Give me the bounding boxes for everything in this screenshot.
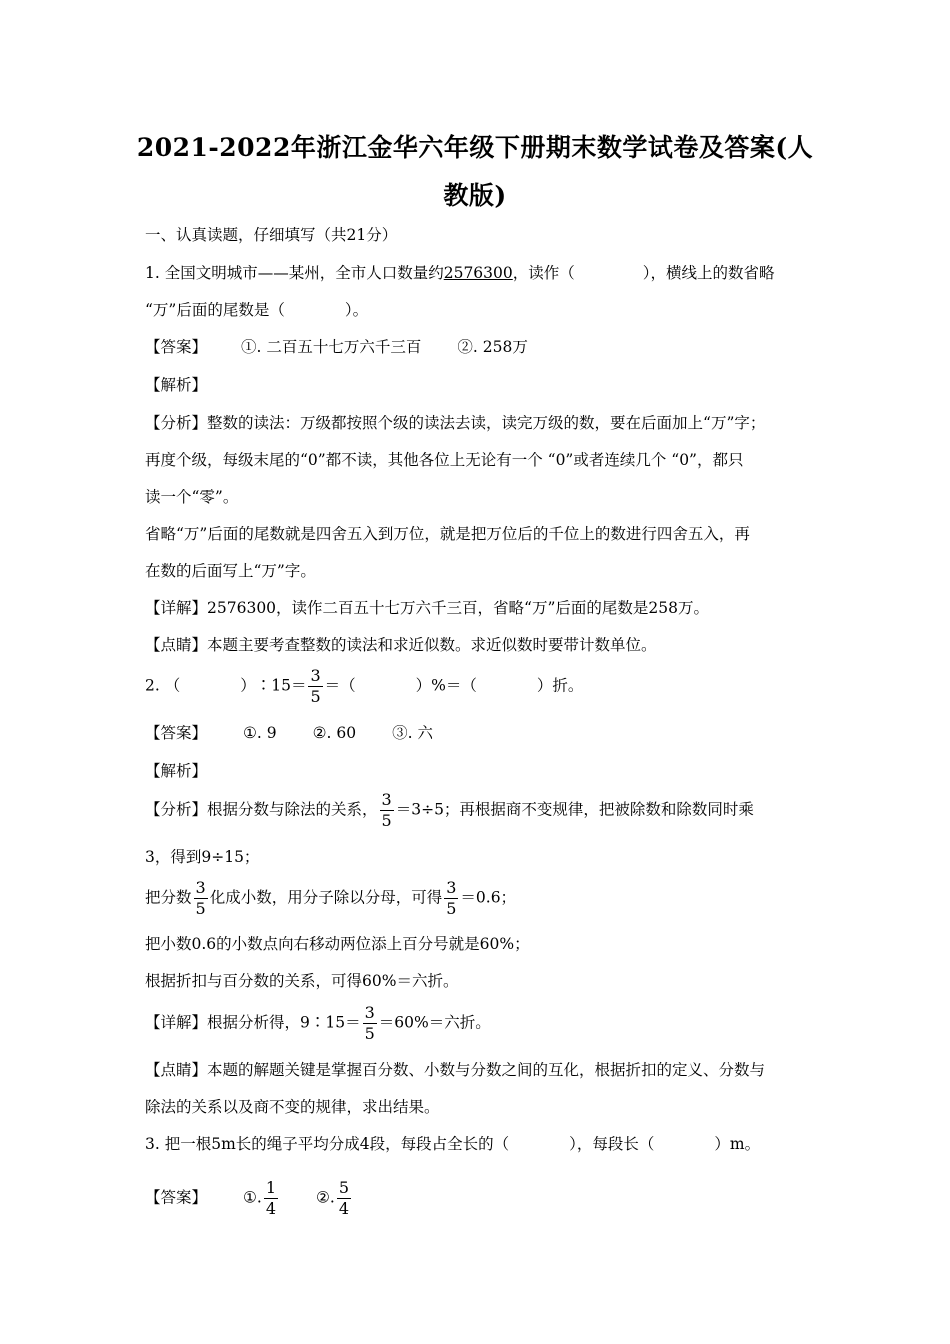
q2-fenxi3b: 化成小数，用分子除以分母，可得 [209, 888, 443, 907]
q2-text-b: ）∶15＝ [240, 676, 307, 695]
q2-text-e: ）折。 [536, 676, 584, 695]
doc-title-line1: 2021-2022年浙江金华六年级下册期末数学试卷及答案(人 [136, 133, 814, 162]
xiangjie-tag: 【详解】 [145, 1013, 208, 1032]
fraction-denominator: 4 [338, 1199, 350, 1218]
q1-text-c: ），横线上的数省略 [642, 264, 775, 282]
dianjing-tag: 【点睛】 [145, 1061, 208, 1079]
q2-text-a: 2. （ [145, 676, 181, 695]
q2-fenxi4: 把小数0.6的小数点向右移动两位添上百分号就是60%； [145, 935, 530, 953]
section-heading: 一、认真读题，仔细填写（共21分） [145, 226, 398, 244]
xiangjie-tag: 【详解】 [145, 599, 208, 617]
answer-tag: 【答案】 [145, 1188, 208, 1207]
fraction-3-5 [380, 790, 394, 831]
q1-answer2: ②. 258万 [457, 338, 528, 356]
fraction-denominator: 5 [310, 687, 321, 706]
q1-fenxi1 [145, 412, 765, 434]
fraction-numerator: 3 [195, 878, 206, 897]
q2-dianjing1-text: 本题的解题关键是掌握百分数、小数与分数之间的互化，根据折扣的定义、分数与 [207, 1061, 766, 1079]
fraction-denominator: 5 [364, 1024, 375, 1043]
q2-fenxi5: 根据折扣与百分数的关系，可得60%＝六折。 [145, 972, 459, 990]
q1-line2 [145, 299, 368, 321]
q2-fenxi1a: 根据分数与除法的关系， [207, 800, 378, 819]
q1-fenxi5: 在数的后面写上“万”字。 [145, 562, 316, 580]
q3-line [145, 1133, 760, 1155]
q2-answer2: ②. 60 [312, 724, 357, 742]
q2-dianjing2: 除法的关系以及商不变的规律，求出结果。 [145, 1098, 440, 1116]
q2-xiangjie-b: ＝60%＝六折。 [378, 1013, 491, 1032]
q1-text-a: 1. 全国文明城市——某州，全市人口数量约 [145, 264, 444, 282]
q1-xiangjie-text: 2576300，读作二百五十七万六千三百，省略“万”后面的尾数是258万。 [207, 599, 709, 617]
q2-answer1: ①. 9 [243, 724, 277, 742]
q2-jiexi: 【解析】 [145, 762, 208, 780]
q3-text-b: ），每段长（ [569, 1135, 655, 1153]
fraction-numerator: 3 [381, 790, 392, 809]
q2-text-d: ）%＝（ [415, 676, 477, 695]
q1-dianjing-text: 本题主要考查整数的读法和求近似数。求近似数时要带计数单位。 [207, 636, 657, 654]
q1-line2-end: ）。 [344, 301, 369, 319]
fraction-3-5 [444, 878, 458, 919]
fraction-denominator: 5 [195, 899, 206, 918]
q1-dianjing [145, 634, 657, 656]
fraction-numerator: 3 [310, 666, 321, 685]
q1-line2-text: “万”后面的尾数是（ [145, 301, 285, 319]
q1-jiexi: 【解析】 [145, 376, 208, 394]
fraction-numerator: 3 [364, 1003, 375, 1022]
q1-text-b: ，读作（ [512, 264, 575, 282]
q2-fenxi1b: ＝3÷5；再根据商不变规律，把被除数和除数同时乘 [395, 800, 754, 819]
q2-xiangjie-a: 根据分析得，9∶15＝ [207, 1013, 361, 1032]
answer-tag: 【答案】 [145, 338, 208, 356]
q2-fenxi1 [145, 790, 754, 831]
q1-answer [145, 336, 528, 358]
fraction-5-4 [337, 1178, 351, 1219]
q2-fenxi3c: ＝0.6； [460, 888, 517, 907]
fraction-1-4 [264, 1178, 278, 1219]
answer-tag: 【答案】 [145, 724, 208, 742]
q2-answer [145, 722, 433, 744]
q1-number: 2576300 [443, 264, 513, 282]
fenxi-tag: 【分析】 [145, 414, 208, 432]
q2-text-c: ＝（ [324, 676, 356, 695]
fraction-3-5 [363, 1003, 377, 1044]
fraction-3-5 [308, 666, 322, 707]
q1-fenxi2: 再度个级，每级末尾的“0”都不读，其他各位上无论有一个 “0”或者连续几个 “0”，都只 [145, 451, 744, 469]
fraction-denominator: 4 [265, 1199, 277, 1218]
q2-fenxi3a: 把分数 [145, 888, 192, 907]
fraction-denominator: 5 [446, 899, 457, 918]
fenxi-tag: 【分析】 [145, 800, 208, 819]
fraction-numerator: 1 [265, 1178, 277, 1197]
q2-answer3: ③. 六 [392, 724, 433, 742]
q1-fenxi4: 省略“万”后面的尾数就是四舍五入到万位，就是把万位后的千位上的数进行四舍五入，再 [145, 525, 750, 543]
dianjing-tag: 【点睛】 [145, 636, 208, 654]
q1-fenxi1-text: 整数的读法：万级都按照个级的读法去读，读完万级的数，要在后面加上“万”字； [207, 414, 766, 432]
q2-fenxi3 [145, 878, 516, 919]
q3-text-c: ）m。 [714, 1135, 761, 1153]
q1-fenxi3: 读一个“零”。 [145, 488, 239, 506]
q3-answer2-label: ②. [316, 1188, 335, 1207]
q3-answer1-label: ①. [243, 1188, 262, 1207]
fraction-denominator: 5 [381, 811, 392, 830]
q2-xiangjie [145, 1003, 491, 1044]
q1-xiangjie [145, 597, 709, 619]
doc-title-line2: 教版) [443, 181, 507, 210]
q3-answer [145, 1178, 353, 1219]
q2-line [145, 666, 583, 707]
q3-text-a: 3. 把一根5m长的绳子平均分成4段，每段占全长的（ [145, 1135, 510, 1153]
fraction-numerator: 3 [446, 878, 457, 897]
q2-dianjing1 [145, 1059, 765, 1081]
q2-fenxi2: 3，得到9÷15； [145, 848, 260, 866]
fraction-3-5 [194, 878, 208, 919]
q1-answer1: ①. 二百五十七万六千三百 [241, 338, 422, 356]
q1-line1 [145, 262, 775, 284]
fraction-numerator: 5 [338, 1178, 350, 1197]
